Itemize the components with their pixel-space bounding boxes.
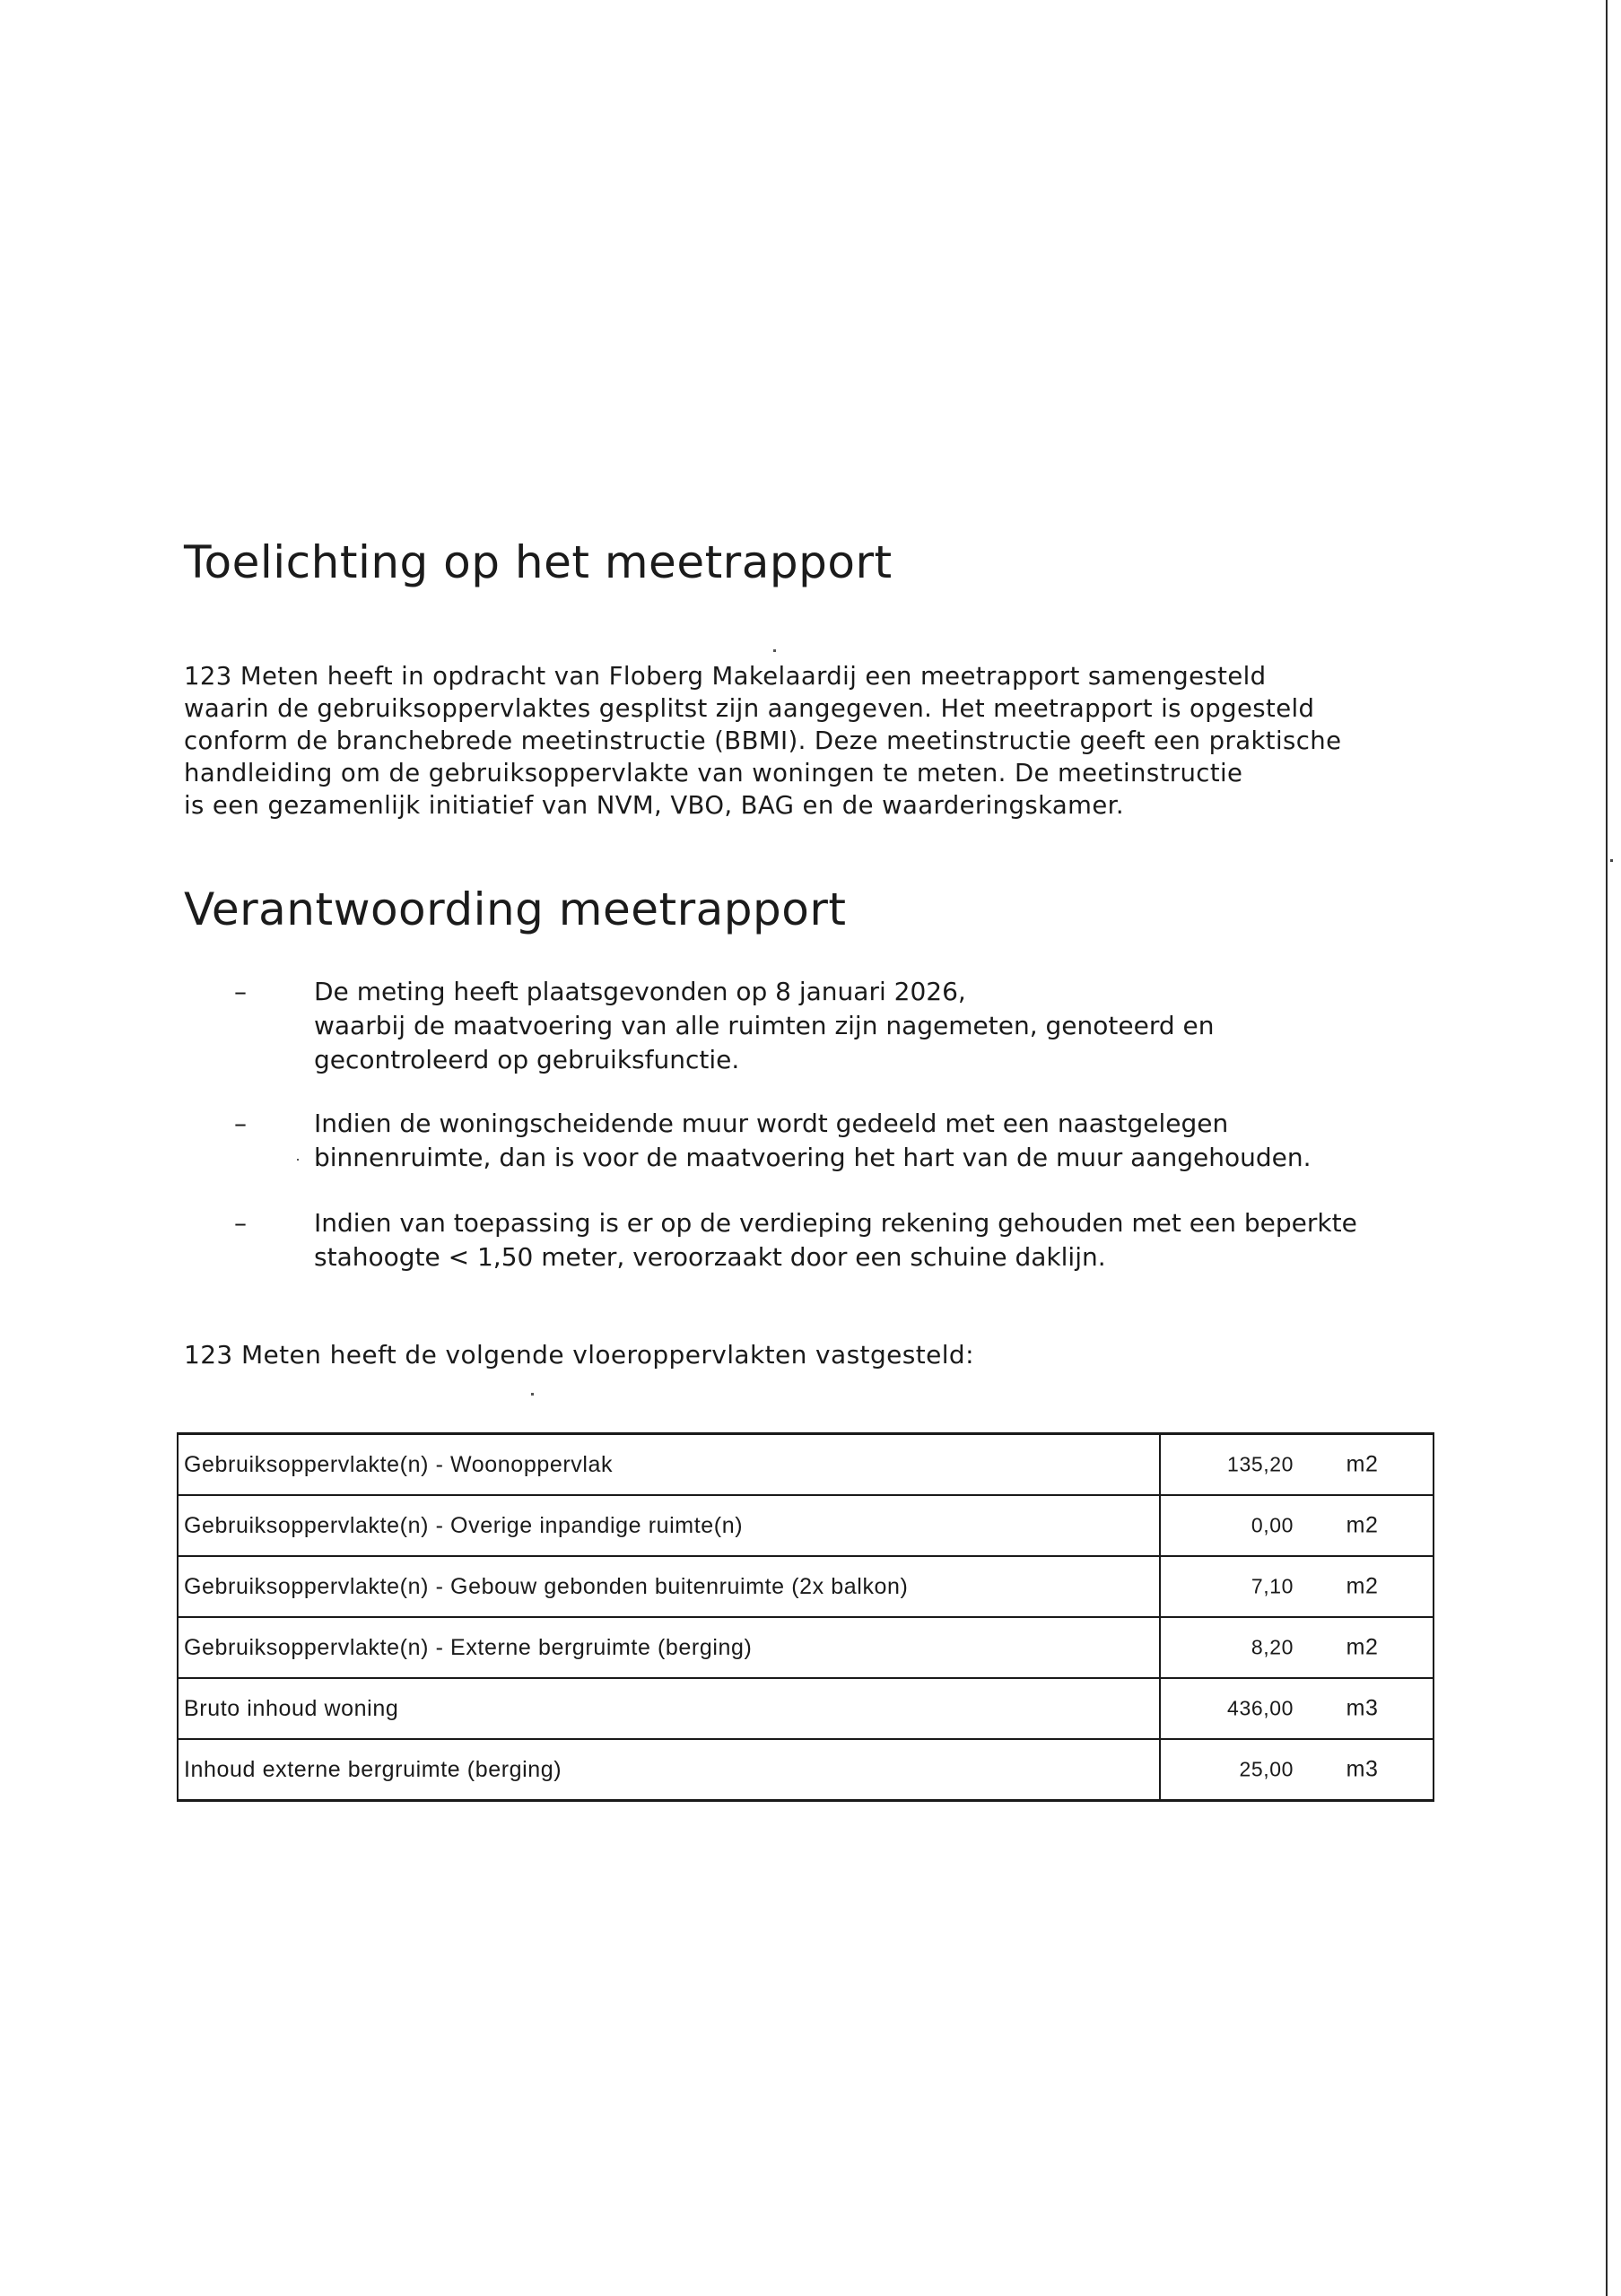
table-row: [178, 1617, 1434, 1678]
bullet-line: waarbij de maatvoering van alle ruimten zijn nagemeten, genoteerd en: [314, 1011, 1215, 1040]
row-value-cell: [1160, 1434, 1434, 1496]
row-value-cell: [1160, 1739, 1434, 1801]
bullet-text: [314, 975, 1444, 1077]
intro-line: 123 Meten heeft in opdracht van Floberg Makelaardij een meetrapport samengesteld: [184, 662, 1267, 691]
intro-paragraph: [184, 660, 1404, 822]
dash-marker: –: [234, 977, 247, 1006]
row-unit: m2: [1346, 1451, 1379, 1477]
row-unit: m2: [1346, 1634, 1379, 1660]
row-unit: m3: [1346, 1695, 1379, 1721]
bullet-text: [314, 1107, 1444, 1175]
bullet-line: binnenruimte, dan is voor de maatvoering het hart van de muur aangehouden.: [314, 1143, 1312, 1172]
row-label: Gebruiksoppervlakte(n) - Externe bergruimte (berging): [178, 1617, 1160, 1678]
row-label: Gebruiksoppervlakte(n) - Overige inpandige ruimte(n): [178, 1495, 1160, 1556]
row-value: 135,20: [1227, 1452, 1294, 1476]
row-value: 0,00: [1251, 1513, 1294, 1537]
intro-line: is een gezamenlijk initiatief van NVM, VBO, BAG en de waarderingskamer.: [184, 791, 1124, 820]
row-value-cell: [1160, 1556, 1434, 1617]
table-row: [178, 1739, 1434, 1801]
dash-marker: –: [234, 1208, 247, 1238]
table-row: [178, 1678, 1434, 1739]
scan-speck: [1610, 859, 1613, 862]
row-value-cell: [1160, 1495, 1434, 1556]
table-row: [178, 1556, 1434, 1617]
bullet-line: stahoogte < 1,50 meter, veroorzaakt door een schuine daklijn.: [314, 1242, 1106, 1272]
table-row: [178, 1434, 1434, 1496]
intro-line: waarin de gebruiksoppervlaktes gesplitst zijn aangegeven. Het meetrapport is opgesteld: [184, 694, 1315, 723]
row-value-cell: [1160, 1617, 1434, 1678]
bullet-line: Indien van toepassing is er op de verdieping rekening gehouden met een beperkte: [314, 1208, 1357, 1238]
table-lead-text: 123 Meten heeft de volgende vloeroppervlakten vastgesteld:: [184, 1340, 974, 1370]
dash-marker: –: [234, 1109, 247, 1138]
intro-line: handleiding om de gebruiksoppervlakte van woningen te meten. De meetinstructie: [184, 759, 1243, 787]
row-value-cell: [1160, 1678, 1434, 1739]
scan-speck: [531, 1393, 534, 1396]
row-label: Bruto inhoud woning: [178, 1678, 1160, 1739]
bullet-line: gecontroleerd op gebruiksfunctie.: [314, 1045, 740, 1074]
row-value: 7,10: [1251, 1574, 1294, 1598]
row-value: 436,00: [1227, 1696, 1294, 1720]
intro-line: conform de branchebrede meetinstructie (BBMI). Deze meetinstructie geeft een praktische: [184, 726, 1342, 755]
heading-toelichting: Toelichting op het meetrapport: [184, 536, 893, 588]
page-edge-line: [1606, 0, 1608, 2296]
row-value: 25,00: [1239, 1757, 1294, 1781]
vloeroppervlakten-table: [177, 1432, 1434, 1802]
row-label: Gebruiksoppervlakte(n) - Woonoppervlak: [178, 1434, 1160, 1496]
bullet-line: Indien de woningscheidende muur wordt gedeeld met een naastgelegen: [314, 1109, 1229, 1138]
row-unit: m3: [1346, 1756, 1379, 1782]
row-label: Gebruiksoppervlakte(n) - Gebouw gebonden buitenruimte (2x balkon): [178, 1556, 1160, 1617]
row-unit: m2: [1346, 1512, 1379, 1538]
heading-verantwoording: Verantwoording meetrapport: [184, 883, 847, 935]
scan-speck: [297, 1159, 299, 1161]
row-unit: m2: [1346, 1573, 1379, 1599]
row-value: 8,20: [1251, 1635, 1294, 1659]
bullet-line: De meting heeft plaatsgevonden op 8 januari 2026,: [314, 977, 966, 1006]
scan-speck: [773, 649, 776, 652]
bullet-text: [314, 1206, 1444, 1274]
row-label: Inhoud externe bergruimte (berging): [178, 1739, 1160, 1801]
table-row: [178, 1495, 1434, 1556]
